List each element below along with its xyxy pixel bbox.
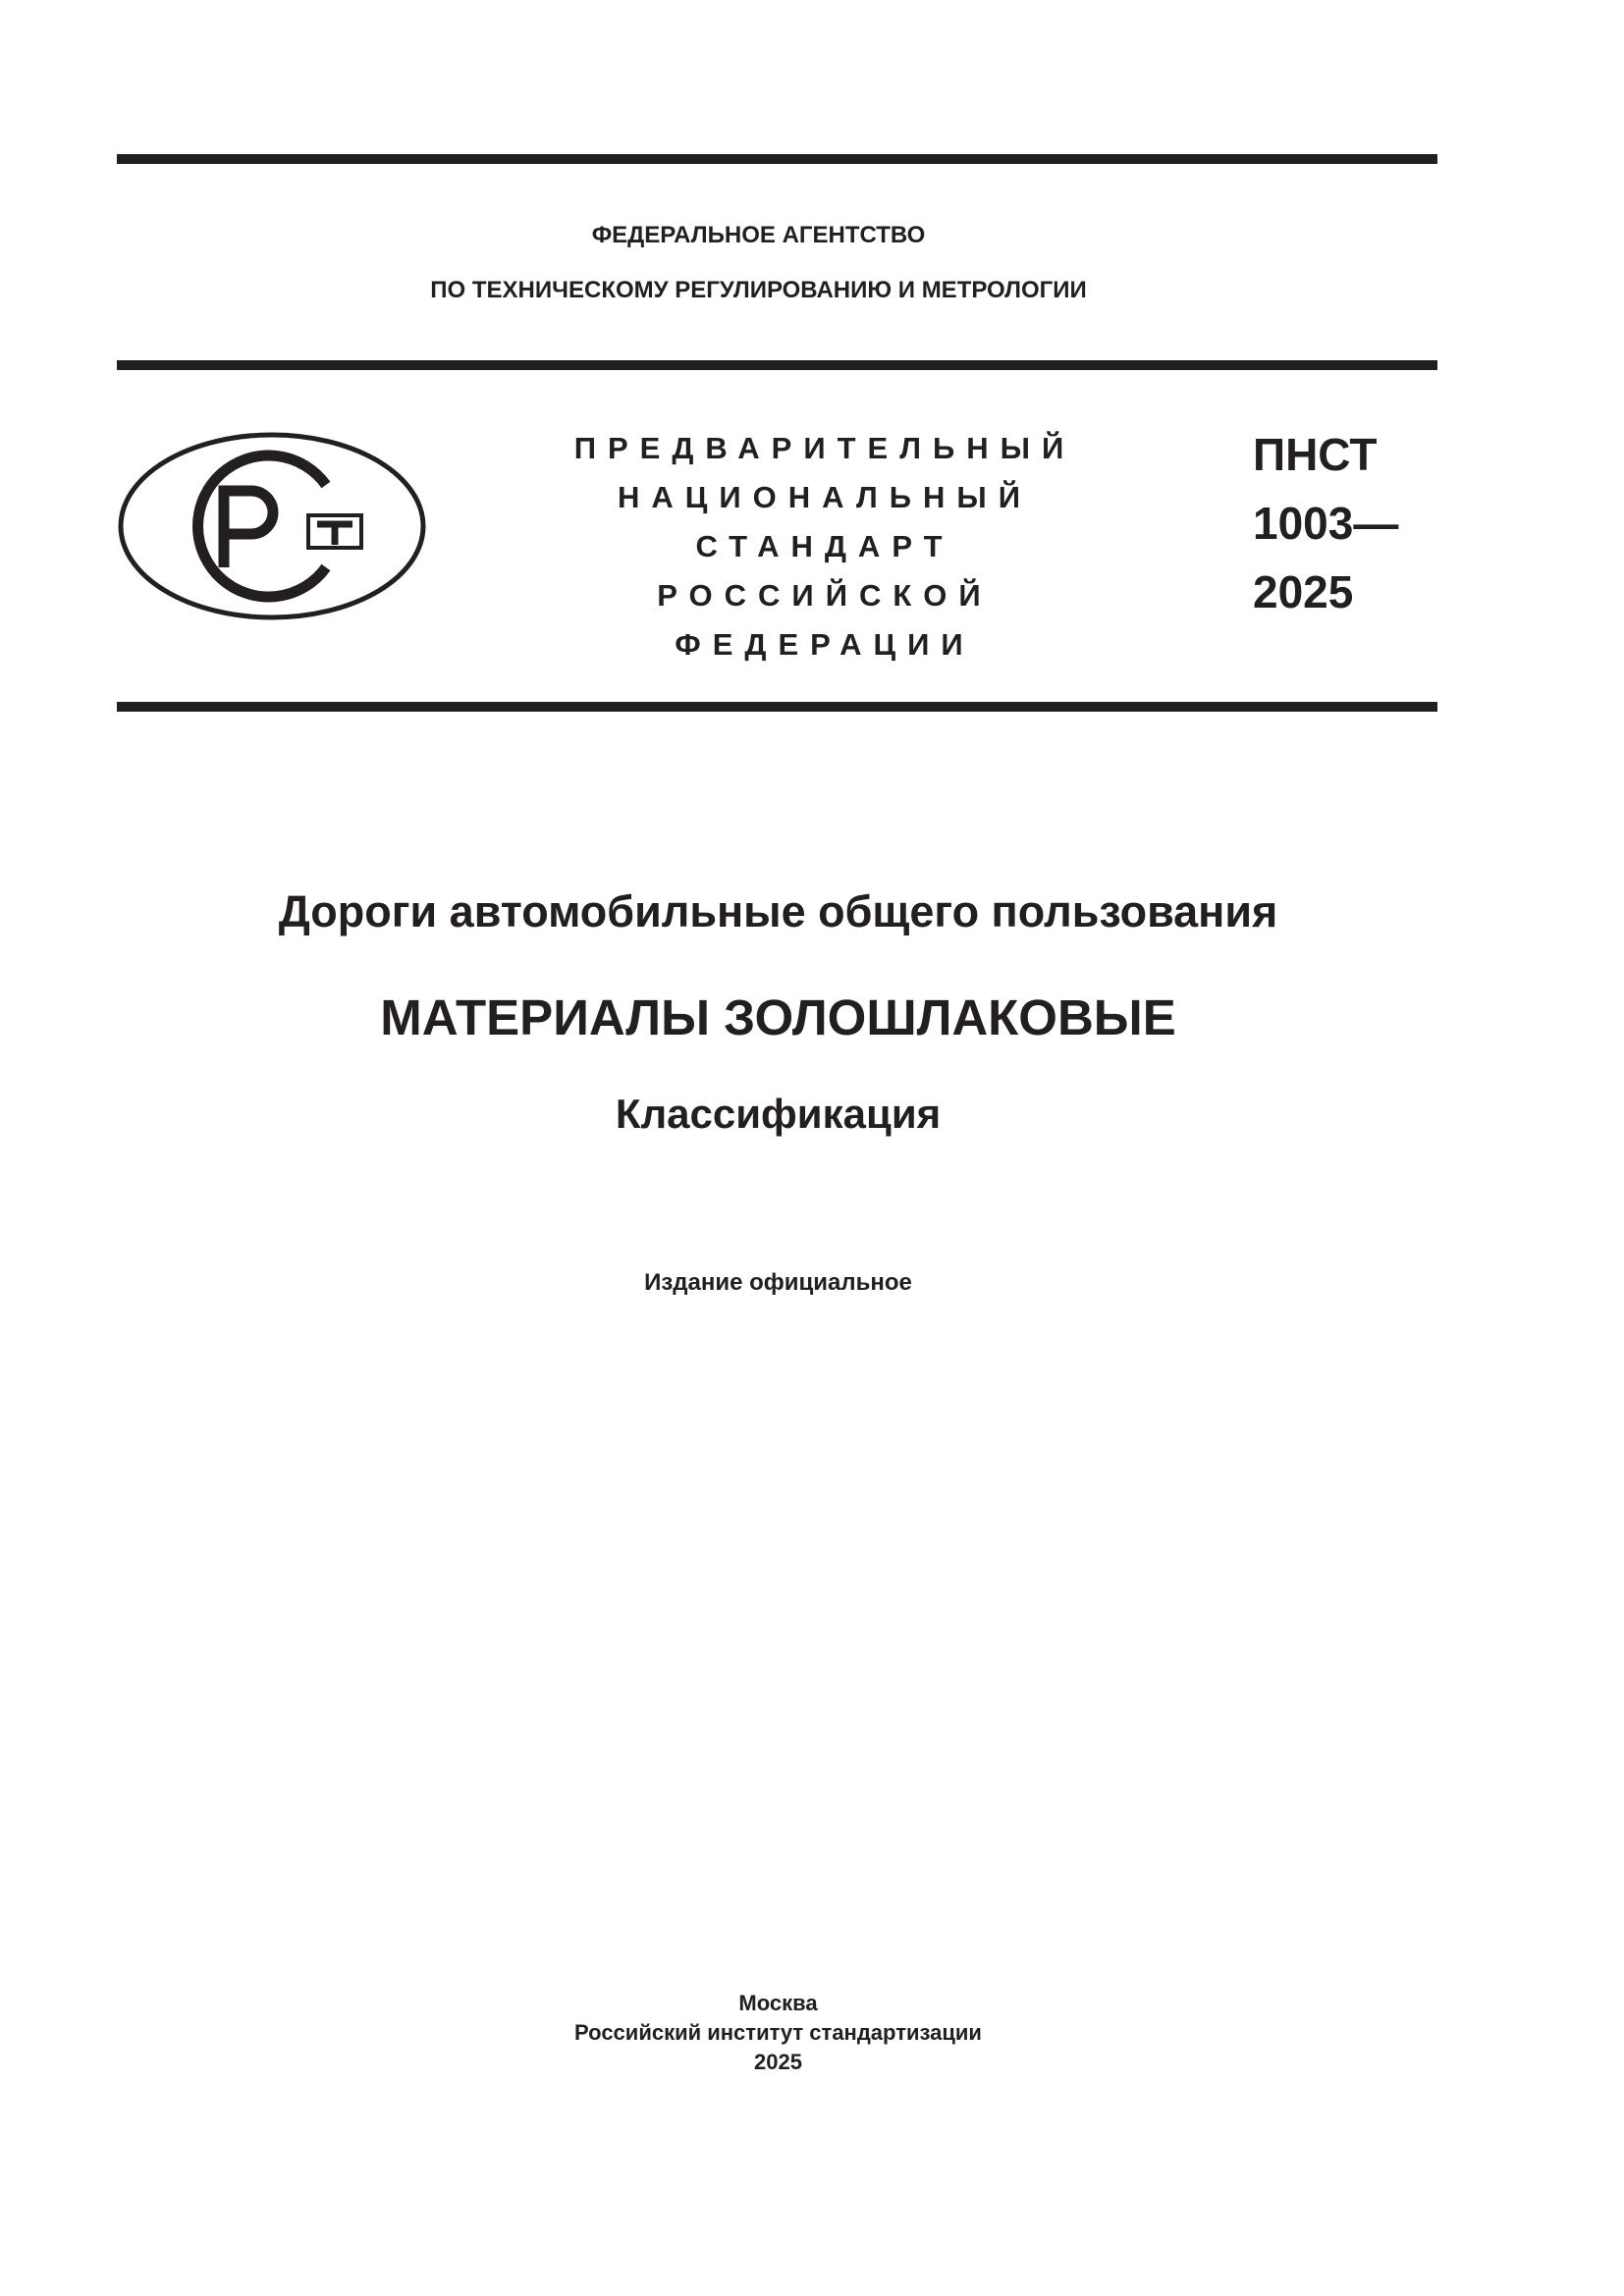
standard-code-number: 1003—: [1253, 498, 1399, 549]
standard-type-line: ФЕДЕРАЦИИ: [675, 627, 975, 662]
imprint-publisher: Российский институт стандартизации: [574, 2020, 982, 2045]
standard-type-line: ПРЕДВАРИТЕЛЬНЫЙ: [573, 431, 1076, 465]
header-bottom-rule: [117, 702, 1437, 712]
standard-type-line: НАЦИОНАЛЬНЫЙ: [617, 480, 1033, 514]
standard-code-prefix: ПНСТ: [1253, 429, 1378, 480]
document-classification: Классификация: [615, 1091, 942, 1137]
imprint: [98, 1989, 1458, 2077]
document-title: МАТЕРИАЛЫ ЗОЛОШЛАКОВЫЕ: [380, 989, 1176, 1045]
imprint-year: 2025: [754, 2050, 802, 2074]
standard-type: [530, 424, 1119, 669]
standard-type-line: СТАНДАРТ: [695, 529, 954, 563]
agency-name-line-2: ПО ТЕХНИЧЕСКОМУ РЕГУЛИРОВАНИЮ И МЕТРОЛОГИИ: [430, 277, 1087, 303]
agency-name-line-1: ФЕДЕРАЛЬНОЕ АГЕНТСТВО: [591, 222, 926, 248]
document-subtitle: Дороги автомобильные общего пользования: [278, 886, 1278, 936]
standard-code: [1253, 420, 1398, 626]
header-rule: [117, 360, 1437, 370]
standard-code-year: 2025: [1253, 566, 1354, 617]
standard-type-line: РОССИЙСКОЙ: [657, 578, 993, 613]
edition-note: Издание официальное: [644, 1269, 912, 1296]
top-rule: [117, 154, 1437, 164]
rst-emblem-icon: [116, 430, 428, 622]
imprint-city: Москва: [738, 1991, 818, 2015]
